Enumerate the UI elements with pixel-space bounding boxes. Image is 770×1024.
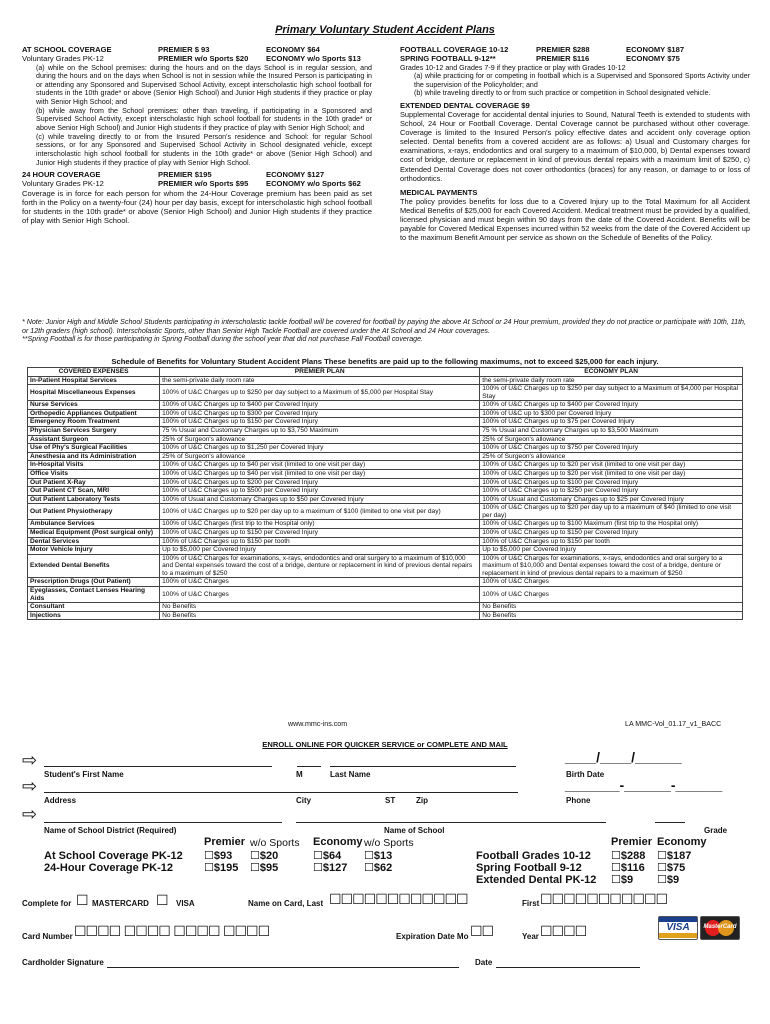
economy-column-heading-right: Economy xyxy=(657,836,707,848)
mastercard-logo-text: MasterCard xyxy=(703,924,737,930)
date-label: Date xyxy=(475,958,493,967)
covered-expense-cell: Assistant Surgeon xyxy=(28,435,160,444)
economy-plan-cell: 100% of U&C Charges xyxy=(480,587,743,603)
premier-column-heading-right: Premier xyxy=(611,836,652,848)
school-clause-a: (a) while on the School premises: during the hours and on the days School is in regular session, and during the hours and on the days when School is not in session while the Insured Person is participating in or attending any Sponsored and Supervised School Activity, except interscholastic high school football for students in the 10th grade* or above (Senior High School) and Junior High students if they practice or play with Senior High School; and xyxy=(36,63,372,107)
price-label: $187 xyxy=(666,850,692,862)
school-economy-price: ECONOMY $64 xyxy=(266,45,320,54)
medical-heading: MEDICAL PAYMENTS xyxy=(400,187,478,197)
premier-plan-cell: 100% of U&C Charges up to $1,250 per Covered Injury xyxy=(160,444,480,453)
website-url: www.mmc-ins.com xyxy=(288,720,348,728)
school-economy-wo-sports: ECONOMY w/o Sports $13 xyxy=(266,54,361,64)
price-label: $195 xyxy=(213,862,239,874)
dental-premier-option[interactable] xyxy=(611,873,633,887)
arrow-icon: ⇨ xyxy=(22,804,38,824)
price-label: $95 xyxy=(259,862,279,874)
premier-plan-cell: 100% of U&C Charges up to $200 per Covered Injury xyxy=(160,478,480,487)
table-row xyxy=(28,376,743,385)
covered-expense-cell: Medical Equipment (Post surgical only) xyxy=(28,528,160,537)
state-label: ST xyxy=(385,796,396,805)
extended-dental-label: Extended Dental PK-12 xyxy=(476,874,597,886)
table-row xyxy=(28,385,743,401)
date-field[interactable] xyxy=(496,967,640,968)
school-district-label: Name of School District (Required) xyxy=(44,826,177,835)
hour24-subheader xyxy=(22,179,372,188)
covered-expense-cell: Consultant xyxy=(28,603,160,612)
grade-label: Grade xyxy=(704,826,728,835)
economy-column-heading: Economy xyxy=(313,836,363,848)
price-label: $62 xyxy=(373,862,393,874)
visa-logo-bottom-band xyxy=(659,933,697,938)
premier-plan-cell: 100% of U&C Charges (first trip to the Hospital only) xyxy=(160,520,480,529)
school-premier-wo-sports: PREMIER w/o Sports $20 xyxy=(158,54,249,64)
economy-plan-cell: No Benefits xyxy=(480,611,743,620)
table-row xyxy=(28,504,743,520)
table-row xyxy=(28,469,743,478)
school-premier-price: PREMIER $ 93 xyxy=(158,45,210,54)
football-header xyxy=(400,45,750,54)
medical-body: The policy provides benefits for loss due to a Covered Injury up to the Total Maximum for all Accident Medical Benefits of $25,000 for each Covered Accident. Medical treatment must be provided by a qualified, licensed physician and must begin within 90 days from the date of the Covered Accident. Benefits will be payable for Covered Medical Expenses incurred within 52 weeks from the date of the Covered Accident up to the maximum Benefit Amount per service as shown on the Schedule of Benefits of the Policy. xyxy=(400,196,750,242)
checkbox-icon: ☐ xyxy=(611,861,621,874)
premier-plan-cell: 100% of U&C Charges xyxy=(160,587,480,603)
covered-expense-cell: Prescription Drugs (Out Patient) xyxy=(28,578,160,587)
checkbox-icon: ☐ xyxy=(250,849,260,862)
visa-label: VISA xyxy=(176,899,195,908)
table-row xyxy=(28,461,743,470)
hour24-premier-price: PREMIER $195 xyxy=(158,170,212,180)
covered-expenses-header: COVERED EXPENSES xyxy=(28,368,160,377)
page-title: Primary Voluntary Student Accident Plans xyxy=(275,24,495,36)
checkbox-icon: ☐ xyxy=(657,861,667,874)
premier-plan-cell: 100% of U&C Charges up to $250 per day subject to a Maximum of $5,000 per Hospital Stay xyxy=(160,385,480,401)
table-row xyxy=(28,401,743,410)
first-name-field[interactable] xyxy=(44,766,272,767)
table-row xyxy=(28,435,743,444)
visa-logo-text: VISA xyxy=(666,922,690,933)
football-economy-price: ECONOMY $187 xyxy=(626,45,685,54)
card-number-boxes[interactable]: ☐☐☐☐ ☐☐☐☐ ☐☐☐☐ ☐☐☐☐ xyxy=(74,924,270,940)
checkbox-icon: ☐ xyxy=(364,861,374,874)
school-name-field[interactable] xyxy=(296,822,606,823)
birth-date-label: Birth Date xyxy=(566,770,605,779)
premier-plan-cell: 25% of Surgeon's allowance xyxy=(160,435,480,444)
premier-plan-cell: 100% of Usual and Customary Charges up to $50 per Covered Injury xyxy=(160,495,480,504)
checkbox-icon: ☐ xyxy=(611,849,621,862)
economy-plan-cell: 100% of U&C Charges up to $400 per Covered Injury xyxy=(480,401,743,410)
economy-plan-cell: No Benefits xyxy=(480,603,743,612)
arrow-icon: ⇨ xyxy=(22,776,38,796)
school-grades: Voluntary Grades PK-12 xyxy=(22,54,104,64)
economy-plan-cell: 25% of Surgeon's allowance xyxy=(480,452,743,461)
school-coverage-header xyxy=(22,45,372,54)
hour24-body: Coverage is in force for each person for whom the 24-Hour Coverage premium has been paid as set forth in the Policy on a twenty-four (24) hour per day basis, except for interscholastic high school football for students in the 10th grade* or above (Senior High School) and Junior High students if they practice of play with Senior High School. xyxy=(22,188,372,226)
expiration-year-boxes[interactable]: ☐☐☐☐ xyxy=(540,924,587,940)
school-district-field[interactable] xyxy=(44,822,282,823)
checkbox-icon: ☐ xyxy=(313,861,323,874)
price-label: $9 xyxy=(666,874,680,886)
premier-plan-cell: 100% of U&C Charges up to $400 per Covered Injury xyxy=(160,401,480,410)
signature-label: Cardholder Signature xyxy=(22,958,104,967)
covered-expense-cell: Extended Dental Benefits xyxy=(28,554,160,578)
footnotes xyxy=(22,318,752,344)
table-row xyxy=(28,444,743,453)
premier-plan-cell: 100% of U&C Charges up to $150 per Covered Injury xyxy=(160,528,480,537)
economy-plan-cell: 100% of U&C Charges up to $100 per Covered Injury xyxy=(480,478,743,487)
football-clause-b: (b) while traveling directly to or from such practice or competition in School designated vehicle. xyxy=(414,89,711,98)
premier-plan-cell: No Benefits xyxy=(160,603,480,612)
price-label: $13 xyxy=(373,850,393,862)
football-label: Football Grades 10-12 xyxy=(476,850,591,862)
hour24-economy-wo-sports: ECONOMY w/o Sports $62 xyxy=(266,179,361,189)
premier-wo-sports-heading: w/o Sports xyxy=(250,837,300,849)
economy-plan-cell: 100% of U&C Charges up to $20 per visit (limited to one visit per day) xyxy=(480,469,743,478)
table-row xyxy=(28,409,743,418)
school-name-label: Name of School xyxy=(384,826,445,835)
last-name-label: Last Name xyxy=(330,770,371,779)
table-row xyxy=(28,427,743,436)
visa-checkbox[interactable]: ☐ xyxy=(156,893,169,909)
checkbox-icon: ☐ xyxy=(657,873,667,886)
table-row xyxy=(28,495,743,504)
spring-header xyxy=(400,54,750,63)
covered-expense-cell: Hospital Miscellaneous Expenses xyxy=(28,385,160,401)
address-label: Address xyxy=(44,796,77,805)
covered-expense-cell: Out Patient Physiotherapy xyxy=(28,504,160,520)
schedule-title: Schedule of Benefits for Voluntary Student Accident Plans These benefits are paid up to the following maximums, not to exceed $25,000 for each injury. xyxy=(111,357,659,366)
football-clause-a: (a) while practicing for or competing in football which is a Supervised and Sponsored Sports Activity under the supervision of the Policyholder; and xyxy=(414,72,750,89)
footnote-junior-high: * Note: Junior High and Middle School Students participating in interscholastic tackle football will be covered for football by paying the above At School or 24 Hour premium, provided they do not practice or participate with 10th, 11th, or 12th graders (high school). Interscholastic Sports, other than Senior High Tackle Football are covered under the At School and 24 Hour coverages. xyxy=(22,318,746,335)
city-label: City xyxy=(296,796,312,805)
school-clause-b: (b) while away from the School premises: other than traveling, if participating in a Sponsored and Supervised School Activity, except interscholastic high school football for students in the 10th grade* or above Senior High School) and Junior High students if they practice of play with Senior High School; and xyxy=(36,106,372,132)
price-label: $20 xyxy=(259,850,279,862)
economy-plan-cell: 25% of Surgeon's allowance xyxy=(480,435,743,444)
hour24-economy-price: ECONOMY $127 xyxy=(266,170,325,180)
checkbox-icon: ☐ xyxy=(204,861,214,874)
premier-plan-cell: 100% of U&C Charges for examinations, x-rays, endodontics and oral surgery to a maximum of $10,000 and Dental expenses toward the cost of a bridge, denture or replacement in kind of previous dental repairs to a maximum of $250 xyxy=(160,554,480,578)
economy-plan-cell: 75 % Usual and Customary Charges up to $3,500 Maximum xyxy=(480,427,743,436)
table-row xyxy=(28,418,743,427)
covered-expense-cell: Injections xyxy=(28,611,160,620)
school-coverage-subheader xyxy=(22,54,372,63)
covered-expense-cell: Anesthesia and its Administration xyxy=(28,452,160,461)
covered-expense-cell: Dental Services xyxy=(28,537,160,546)
premier-plan-cell: 100% of U&C Charges up to $40 per visit (limited to one visit per day) xyxy=(160,469,480,478)
hour24-premier-option[interactable] xyxy=(204,861,238,875)
covered-expense-cell: Use of Phy's Surgical Facilities xyxy=(28,444,160,453)
expiration-month-label: Expiration Date Mo xyxy=(396,932,469,941)
premier-plan-cell: 25% of Surgeon's allowance xyxy=(160,452,480,461)
covered-expense-cell: Physician Services Surgery xyxy=(28,427,160,436)
dental-heading: EXTENDED DENTAL COVERAGE $9 xyxy=(400,101,530,111)
premier-plan-cell: the semi-private daily room rate xyxy=(160,376,480,385)
hour24-premier-wo-sports: PREMIER w/o Sports $95 xyxy=(158,179,249,189)
economy-plan-cell: 100% of U&C Charges up to $250 per Covered Injury xyxy=(480,487,743,496)
checkbox-icon: ☐ xyxy=(364,849,374,862)
first-name-label: Student's First Name xyxy=(44,770,124,779)
hour24-economy-ws-option[interactable] xyxy=(364,861,392,875)
economy-plan-cell: 100% of U&C Charges up to $20 per day up to a maximum of $40 (limited to one visit per day) xyxy=(480,504,743,520)
first-name-boxes[interactable]: ☐☐☐☐☐☐☐☐☐☐☐ xyxy=(540,892,668,908)
economy-plan-header: ECONOMY PLAN xyxy=(480,368,743,377)
hour24-premier-ws-option[interactable] xyxy=(250,861,278,875)
hour24-coverage-label: 24-Hour Coverage PK-12 xyxy=(44,862,173,874)
covered-expense-cell: In-Hospital Visits xyxy=(28,461,160,470)
last-name-boxes[interactable]: ☐☐☐☐☐☐☐☐☐☐☐☐ xyxy=(329,892,468,908)
checkbox-icon: ☐ xyxy=(313,849,323,862)
premier-plan-cell: 100% of U&C Charges up to $150 per Covered Injury xyxy=(160,418,480,427)
birth-date-field[interactable]: ____/____/______ xyxy=(565,749,682,765)
last-name-field[interactable] xyxy=(330,766,516,767)
table-row xyxy=(28,520,743,529)
table-row xyxy=(28,546,743,555)
schedule-header-row xyxy=(28,368,743,377)
football-heading: FOOTBALL COVERAGE 10-12 xyxy=(400,45,509,54)
card-number-label: Card Number xyxy=(22,932,73,941)
price-label: $64 xyxy=(322,850,342,862)
hour24-header xyxy=(22,170,372,179)
right-column xyxy=(400,45,750,242)
table-row xyxy=(28,554,743,578)
mastercard-label: MASTERCARD xyxy=(92,899,149,908)
economy-plan-cell: 100% of Usual and Customary Charges up to $25 per Covered Injury xyxy=(480,495,743,504)
premier-plan-cell: Up to $5,000 per Covered Injury xyxy=(160,546,480,555)
dental-economy-option[interactable] xyxy=(657,873,679,887)
address-field[interactable] xyxy=(44,792,518,793)
price-label: $93 xyxy=(213,850,233,862)
economy-plan-cell: 100% of U&C Charges up to $250 per day subject to a Maximum of $4,000 per Hospital Stay xyxy=(480,385,743,401)
hour24-economy-option[interactable] xyxy=(313,861,347,875)
premier-plan-cell: 100% of U&C Charges up to $300 per Covered Injury xyxy=(160,409,480,418)
expiration-year-label: Year xyxy=(522,932,539,941)
table-row xyxy=(28,611,743,620)
price-label: $288 xyxy=(620,850,646,862)
premier-plan-cell: 100% of U&C Charges up to $150 per tooth xyxy=(160,537,480,546)
zip-label: Zip xyxy=(416,796,428,805)
premier-plan-cell: 100% of U&C Charges xyxy=(160,578,480,587)
hour24-grades: Voluntary Grades PK-12 xyxy=(22,179,104,189)
economy-plan-cell: Up to $5,000 per Covered Injury xyxy=(480,546,743,555)
football-premier-price: PREMIER $288 xyxy=(536,45,590,54)
enroll-heading: ENROLL ONLINE FOR QUICKER SERVICE or COMPLETE AND MAIL xyxy=(262,740,508,749)
spring-heading: SPRING FOOTBALL 9-12** xyxy=(400,54,496,64)
hour24-heading: 24 HOUR COVERAGE xyxy=(22,170,101,180)
economy-plan-cell: 100% of U&C up to $300 per Covered Injury xyxy=(480,409,743,418)
table-row xyxy=(28,603,743,612)
covered-expense-cell: Out Patient Laboratory Tests xyxy=(28,495,160,504)
covered-expense-cell: Eyeglasses, Contact Lenses Hearing Aids xyxy=(28,587,160,603)
spring-football-label: Spring Football 9-12 xyxy=(476,862,582,874)
spring-economy-price: ECONOMY $75 xyxy=(626,54,680,64)
economy-plan-cell: 100% of U&C Charges up to $20 per visit (limited to one visit per day) xyxy=(480,461,743,470)
economy-plan-cell: 100% of U&C Charges xyxy=(480,578,743,587)
table-row xyxy=(28,537,743,546)
football-grades: Grades 10-12 and Grades 7-9 if they practice or play with Grades 10-12 xyxy=(400,63,626,72)
covered-expense-cell: Office Visits xyxy=(28,469,160,478)
checkbox-icon: ☐ xyxy=(657,849,667,862)
phone-label: Phone xyxy=(566,796,591,805)
economy-plan-cell: 100% of U&C Charges up to $750 per Covered Injury xyxy=(480,444,743,453)
covered-expense-cell: Nurse Services xyxy=(28,401,160,410)
premier-plan-cell: No Benefits xyxy=(160,611,480,620)
price-label: $116 xyxy=(620,862,645,874)
middle-initial-field[interactable] xyxy=(297,766,321,767)
economy-plan-cell: the semi-private daily room rate xyxy=(480,376,743,385)
spring-premier-price: PREMIER $116 xyxy=(536,54,590,64)
dental-body: Supplemental Coverage for accidental dental injuries to Sound, Natural Teeth is extended to students with School, 24 Hour or Football Coverage. Dental Coverage cannot be purchased without other coverage. Coverage is limited to the Insured Person's policy effective dates and accident only coverage option selected. Dental benefits from a covered accident are as follows: a) Usual and Customary charges for examinations, x-rays, endodontics and oral surgery to a maximum of $10,000, b) Dental expenses toward cost of bridge, denture or replacement in kind of previous dental repairs with a maximum limit of $250, c) Extended Dental Coverage does not cover orthodontics (braces) for any reason, or damage to or loss of orthodontics. xyxy=(400,110,750,183)
school-coverage-heading: AT SCHOOL COVERAGE xyxy=(22,45,112,54)
price-label: $9 xyxy=(620,874,634,886)
covered-expense-cell: Motor Vehicle Injury xyxy=(28,546,160,555)
table-row xyxy=(28,487,743,496)
at-school-coverage-label: At School Coverage PK-12 xyxy=(44,850,183,862)
first-name-card-label: First xyxy=(522,899,540,908)
phone-field[interactable]: _______-______-______ xyxy=(565,777,723,793)
premier-plan-cell: 100% of U&C Charges up to $500 per Covered Injury xyxy=(160,487,480,496)
covered-expense-cell: Out Patient CT Scan, MRI xyxy=(28,487,160,496)
premier-plan-cell: 75 % Usual and Customary Charges up to $3,750 Maximum xyxy=(160,427,480,436)
school-clause-c: (c) while traveling directly to or from the Insured Person's residence and School: for regular School sessions, or for any Sponsored and Supervised School Activity in School designated vehicle, except interscholastic high school football for students in the 10th grade* or above (Senior High School) and Junior High students if they practice of play with Senior High School. xyxy=(36,132,372,167)
left-column xyxy=(22,45,372,226)
premier-plan-header: PREMIER PLAN xyxy=(160,368,480,377)
covered-expense-cell: Emergency Room Treatment xyxy=(28,418,160,427)
covered-expense-cell: Orthopedic Appliances Outpatient xyxy=(28,409,160,418)
mastercard-logo xyxy=(700,916,740,940)
name-on-card-label: Name on Card, Last xyxy=(248,899,324,908)
table-row xyxy=(28,452,743,461)
price-label: $75 xyxy=(666,862,686,874)
table-row xyxy=(28,578,743,587)
covered-expense-cell: Ambulance Services xyxy=(28,520,160,529)
grade-field[interactable] xyxy=(655,822,685,823)
premier-plan-cell: 100% of U&C Charges up to $20 per day up to a maximum of $100 (limited to one visit per day) xyxy=(160,504,480,520)
mastercard-checkbox[interactable]: ☐ xyxy=(76,893,89,909)
table-row xyxy=(28,528,743,537)
table-row xyxy=(28,478,743,487)
economy-plan-cell: 100% of U&C Charges up to $150 per tooth xyxy=(480,537,743,546)
complete-for-label: Complete for xyxy=(22,899,72,908)
footnote-spring-football: **Spring Football is for those participating in Spring Football during the school year that did not purchase Fall Football coverage. xyxy=(22,335,424,344)
form-code: LA MMC-Vol_01.17_v1_BACC xyxy=(625,720,722,728)
arrow-icon: ⇨ xyxy=(22,750,38,770)
economy-wo-sports-heading: w/o Sports xyxy=(364,837,414,849)
price-label: $127 xyxy=(322,862,348,874)
expiration-month-boxes[interactable]: ☐☐ xyxy=(470,924,494,940)
economy-plan-cell: 100% of U&C Charges up to $100 Maximum (first trip to the Hospital only) xyxy=(480,520,743,529)
schedule-table xyxy=(27,367,743,620)
economy-plan-cell: 100% of U&C Charges up to $150 per Covered Injury xyxy=(480,528,743,537)
economy-plan-cell: 100% of U&C Charges for examinations, x-rays, endodontics and oral surgery to a maximum of $10,000 and Dental expenses toward the cost of a bridge, denture or replacement in kind of previous dental repairs to a maximum of $250 xyxy=(480,554,743,578)
visa-logo xyxy=(658,916,698,940)
checkbox-icon: ☐ xyxy=(204,849,214,862)
middle-initial-label: M xyxy=(296,770,303,779)
premier-column-heading: Premier xyxy=(204,836,245,848)
covered-expense-cell: Out Patient X-Ray xyxy=(28,478,160,487)
premier-plan-cell: 100% of U&C Charges up to $40 per visit (limited to one visit per day) xyxy=(160,461,480,470)
economy-plan-cell: 100% of U&C Charges up to $75 per Covered Injury xyxy=(480,418,743,427)
signature-field[interactable] xyxy=(107,967,459,968)
covered-expense-cell: In-Patient Hospital Services xyxy=(28,376,160,385)
checkbox-icon: ☐ xyxy=(250,861,260,874)
checkbox-icon: ☐ xyxy=(611,873,621,886)
table-row xyxy=(28,587,743,603)
